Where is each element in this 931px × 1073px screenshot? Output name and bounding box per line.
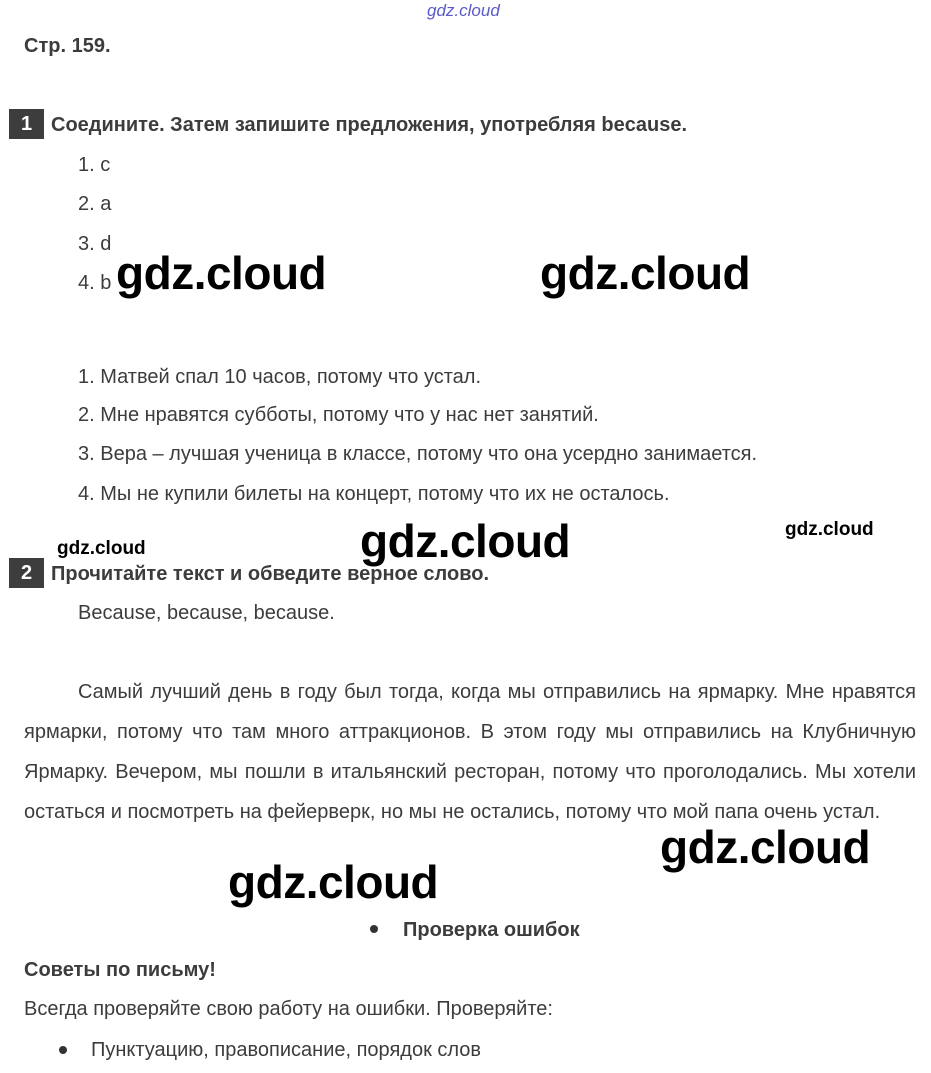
watermark-big: gdz.cloud	[660, 821, 871, 873]
match-item: 3. d	[78, 233, 112, 255]
match-item: 2. a	[78, 193, 112, 215]
task-2-paragraph: Самый лучший день в году был тогда, когда мы отправились на ярмарку. Мне нравятся ярмарки, потому что там много аттракционов. В этом году мы отправились на Клубничную Ярмарку. Вечером, мы пошли в итальянский ресторан, потому что проголодались. Мы хотели остаться и посмотреть на фейерверк, но мы не остались, потому что мой папа очень устал.	[24, 681, 916, 823]
task-2-heading: Прочитайте текст и обведите верное слово.	[51, 563, 490, 585]
sentence-item: 3. Вера – лучшая ученица в классе, потому что она усердно занимается.	[78, 443, 758, 465]
tips-list-item: Пунктуацию, правописание, порядок слов	[91, 1039, 482, 1061]
bullet-icon	[370, 925, 378, 933]
task-1-heading: Соедините. Затем запишите предложения, употребляя because.	[51, 114, 688, 136]
watermark-small: gdz.cloud	[785, 519, 874, 540]
task-2-number: 2	[9, 558, 44, 588]
sentence-item: 2. Мне нравятся субботы, потому что у нас нет занятий.	[78, 404, 599, 426]
watermark-big: gdz.cloud	[360, 515, 571, 567]
bullet-icon	[59, 1046, 67, 1054]
watermark-big: gdz.cloud	[228, 856, 439, 908]
watermark-top: gdz.cloud	[427, 1, 500, 20]
section-bullet-title: Проверка ошибок	[403, 919, 580, 941]
page-title: Стр. 159.	[24, 35, 111, 57]
match-item: 4. b	[78, 272, 112, 294]
sentence-item: 4. Мы не купили билеты на концерт, потому что их не осталось.	[78, 483, 670, 505]
tips-text: Всегда проверяйте свою работу на ошибки. Проверяйте:	[24, 998, 553, 1020]
task-2-answer: Because, because, because.	[78, 602, 335, 624]
sentence-item: 1. Матвей спал 10 часов, потому что устал.	[78, 366, 482, 388]
match-item: 1. c	[78, 154, 111, 176]
watermark-big: gdz.cloud	[116, 247, 327, 299]
tips-heading: Советы по письму!	[24, 959, 216, 981]
watermark-big: gdz.cloud	[540, 247, 751, 299]
watermark-small: gdz.cloud	[57, 538, 146, 559]
task-1-number: 1	[9, 109, 44, 139]
